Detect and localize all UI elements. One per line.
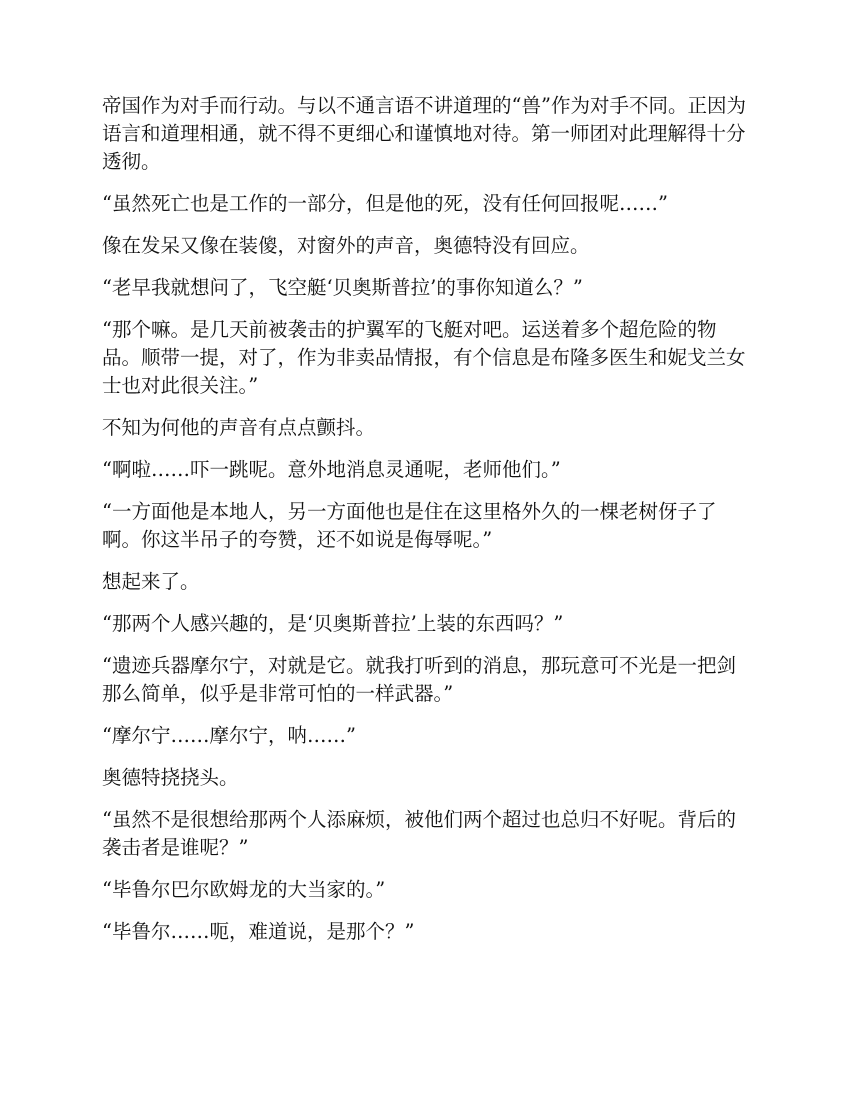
paragraph: “摩尔宁……摩尔宁，呐……” bbox=[102, 724, 356, 747]
paragraph: 帝国作为对手而行动。与以不通言语不讲道理的“兽”作为对手不同。正因为语言和道理相通，就不得不更细心和谨慎地对待。第一师团对此理解得十分透彻。 bbox=[102, 94, 746, 173]
paragraph: “一方面他是本地人，另一方面他也是住在这里格外久的一棵老树伢子了啊。你这半吊子的夸赞，还不如说是侮辱呢。” bbox=[102, 500, 717, 551]
paragraph: “遗迹兵器摩尔宁，对就是它。就我打听到的消息，那玩意可不光是一把剑那么简单，似乎是非常可怕的一样武器。” bbox=[102, 654, 736, 705]
paragraph: “毕鲁尔……呃，难道说，是那个？” bbox=[102, 920, 415, 943]
paragraph: “那两个人感兴趣的，是‘贝奥斯普拉’上装的东西吗？” bbox=[102, 612, 564, 635]
document-body bbox=[102, 92, 752, 960]
paragraph: “那个嘛。是几天前被袭击的护翼军的飞艇对吧。运送着多个超危险的物品。顺带一提，对了，作为非卖品情报，有个信息是布隆多医生和妮戈兰女士也对此很关注。” bbox=[102, 318, 746, 397]
paragraph: 想起来了。 bbox=[102, 570, 200, 593]
paragraph: “啊啦……吓一跳呢。意外地消息灵通呢，老师他们。” bbox=[102, 458, 561, 481]
paragraph: 像在发呆又像在装傻，对窗外的声音，奥德特没有回应。 bbox=[102, 234, 590, 257]
paragraph: “毕鲁尔巴尔欧姆龙的大当家的。” bbox=[102, 878, 386, 901]
paragraph: “虽然不是很想给那两个人添麻烦，被他们两个超过也总归不好呢。背后的袭击者是谁呢？” bbox=[102, 808, 736, 859]
paragraph: “虽然死亡也是工作的一部分，但是他的死，没有任何回报呢……” bbox=[102, 192, 668, 215]
paragraph: 不知为何他的声音有点点颤抖。 bbox=[102, 416, 376, 439]
paragraph: 奥德特挠挠头。 bbox=[102, 766, 239, 789]
paragraph: “老早我就想问了，飞空艇‘贝奥斯普拉’的事你知道么？” bbox=[102, 276, 583, 299]
